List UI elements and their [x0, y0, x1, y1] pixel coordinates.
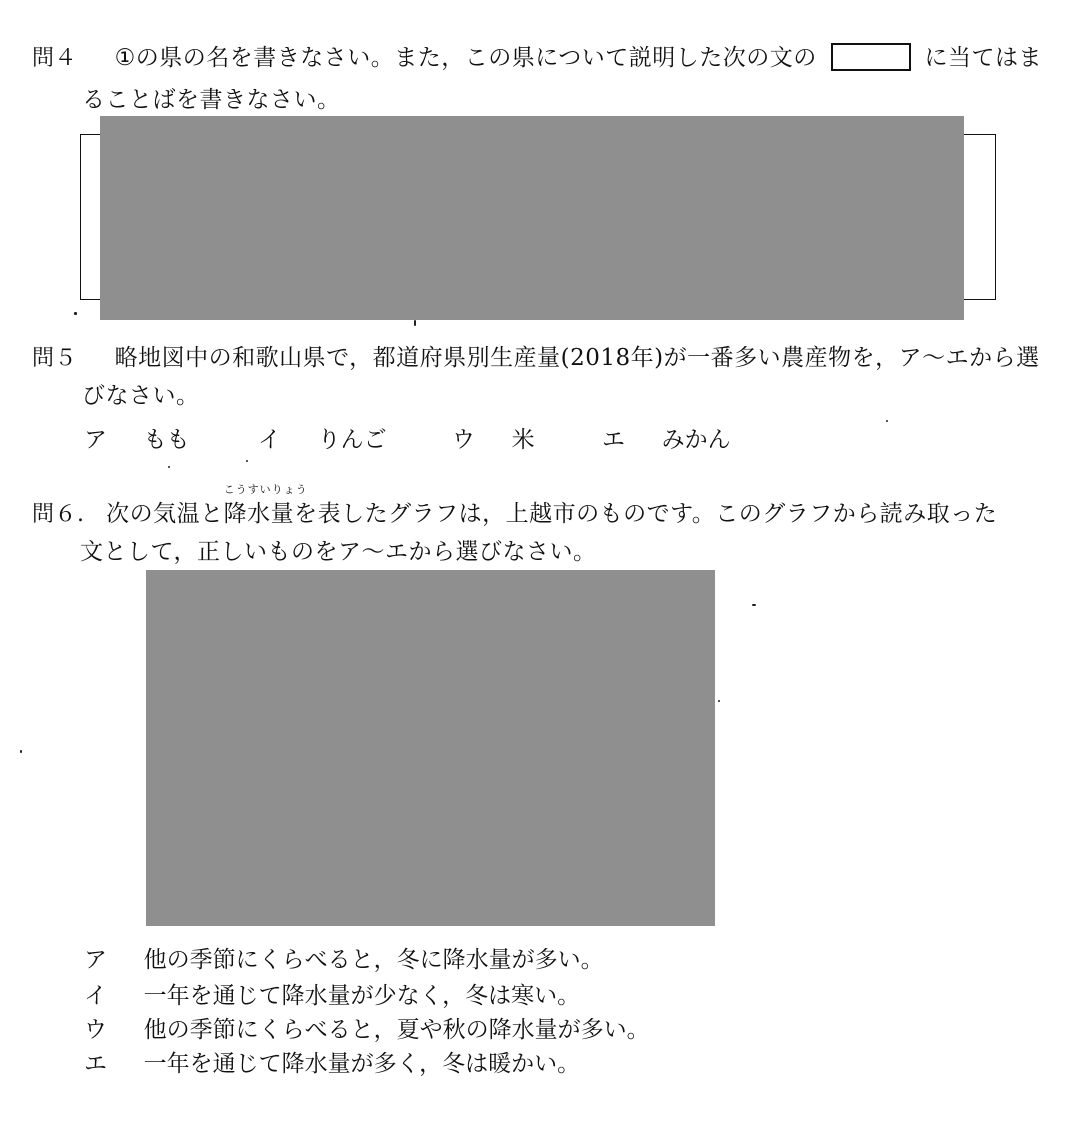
- scan-speck: [246, 460, 248, 462]
- q5-prompt: 略地図中の和歌山県で，都道府県別生産量(2018年)が一番多い農産物を，ア〜エから選: [114, 345, 1040, 371]
- option-label: エ: [602, 427, 625, 453]
- q4-line2: ることばを書きなさい。: [82, 87, 341, 113]
- q5-option-c: [452, 424, 535, 456]
- q5-line2: びなさい。: [82, 383, 200, 409]
- scan-speck: [886, 420, 888, 422]
- option-label: ア: [84, 947, 107, 973]
- q4-prompt-part2: に当てはま: [924, 45, 1042, 71]
- option-label: イ: [258, 427, 281, 453]
- option-label: ウ: [84, 1017, 107, 1043]
- option-text: 一年を通じて降水量が多く，冬は暖かい。: [143, 1051, 581, 1077]
- ruby-base: 降水量: [223, 501, 295, 527]
- q6-prompt-part1: 次の気温と: [106, 501, 224, 527]
- scan-speck: [718, 700, 720, 702]
- option-text: りんご: [317, 427, 387, 453]
- answer-blank-box: [831, 43, 911, 71]
- q6-option-a: [84, 944, 604, 976]
- option-text: もも: [143, 427, 190, 453]
- ruby-term: [223, 483, 308, 530]
- q4-statement-redaction: [100, 116, 964, 320]
- q5-option-a: [84, 424, 190, 456]
- q6-option-b: [84, 980, 580, 1012]
- option-text: 他の季節にくらべると，冬に降水量が多い。: [143, 947, 604, 973]
- scan-speck: [168, 466, 170, 468]
- climate-graph-redaction: [146, 570, 715, 926]
- ruby-reading: こうすいりょう: [223, 483, 308, 496]
- q6-number: 問６.: [32, 502, 85, 527]
- q6-option-d: [84, 1048, 580, 1080]
- option-label: イ: [84, 983, 107, 1009]
- option-text: みかん: [661, 427, 731, 453]
- q6-line2: 文として，正しいものをア〜エから選びなさい。: [80, 539, 597, 565]
- q5-line1: [32, 342, 1040, 375]
- q5-number: 問５: [32, 346, 78, 371]
- q4-prompt-part1: ①の県の名を書きなさい。また，この県について説明した次の文の: [114, 45, 817, 71]
- option-text: 他の季節にくらべると，夏や秋の降水量が多い。: [143, 1017, 650, 1043]
- q5-option-d: [602, 424, 731, 456]
- q6-line1: [32, 483, 998, 531]
- q4-number: 問４: [32, 46, 78, 71]
- scan-speck: [20, 750, 22, 753]
- option-text: 一年を通じて降水量が少なく，冬は寒い。: [143, 983, 581, 1009]
- scan-speck: [414, 320, 416, 326]
- q5-option-b: [258, 424, 387, 456]
- option-label: ア: [84, 427, 107, 453]
- scan-speck: [74, 312, 77, 315]
- option-label: ウ: [452, 427, 475, 453]
- scan-speck: [752, 604, 756, 606]
- option-label: エ: [84, 1051, 107, 1077]
- q6-option-c: [84, 1014, 650, 1046]
- q6-prompt-part2: を表したグラフは，上越市のものです。このグラフから読み取った: [294, 501, 998, 527]
- option-text: 米: [511, 427, 535, 453]
- q4-line1: [32, 42, 1042, 75]
